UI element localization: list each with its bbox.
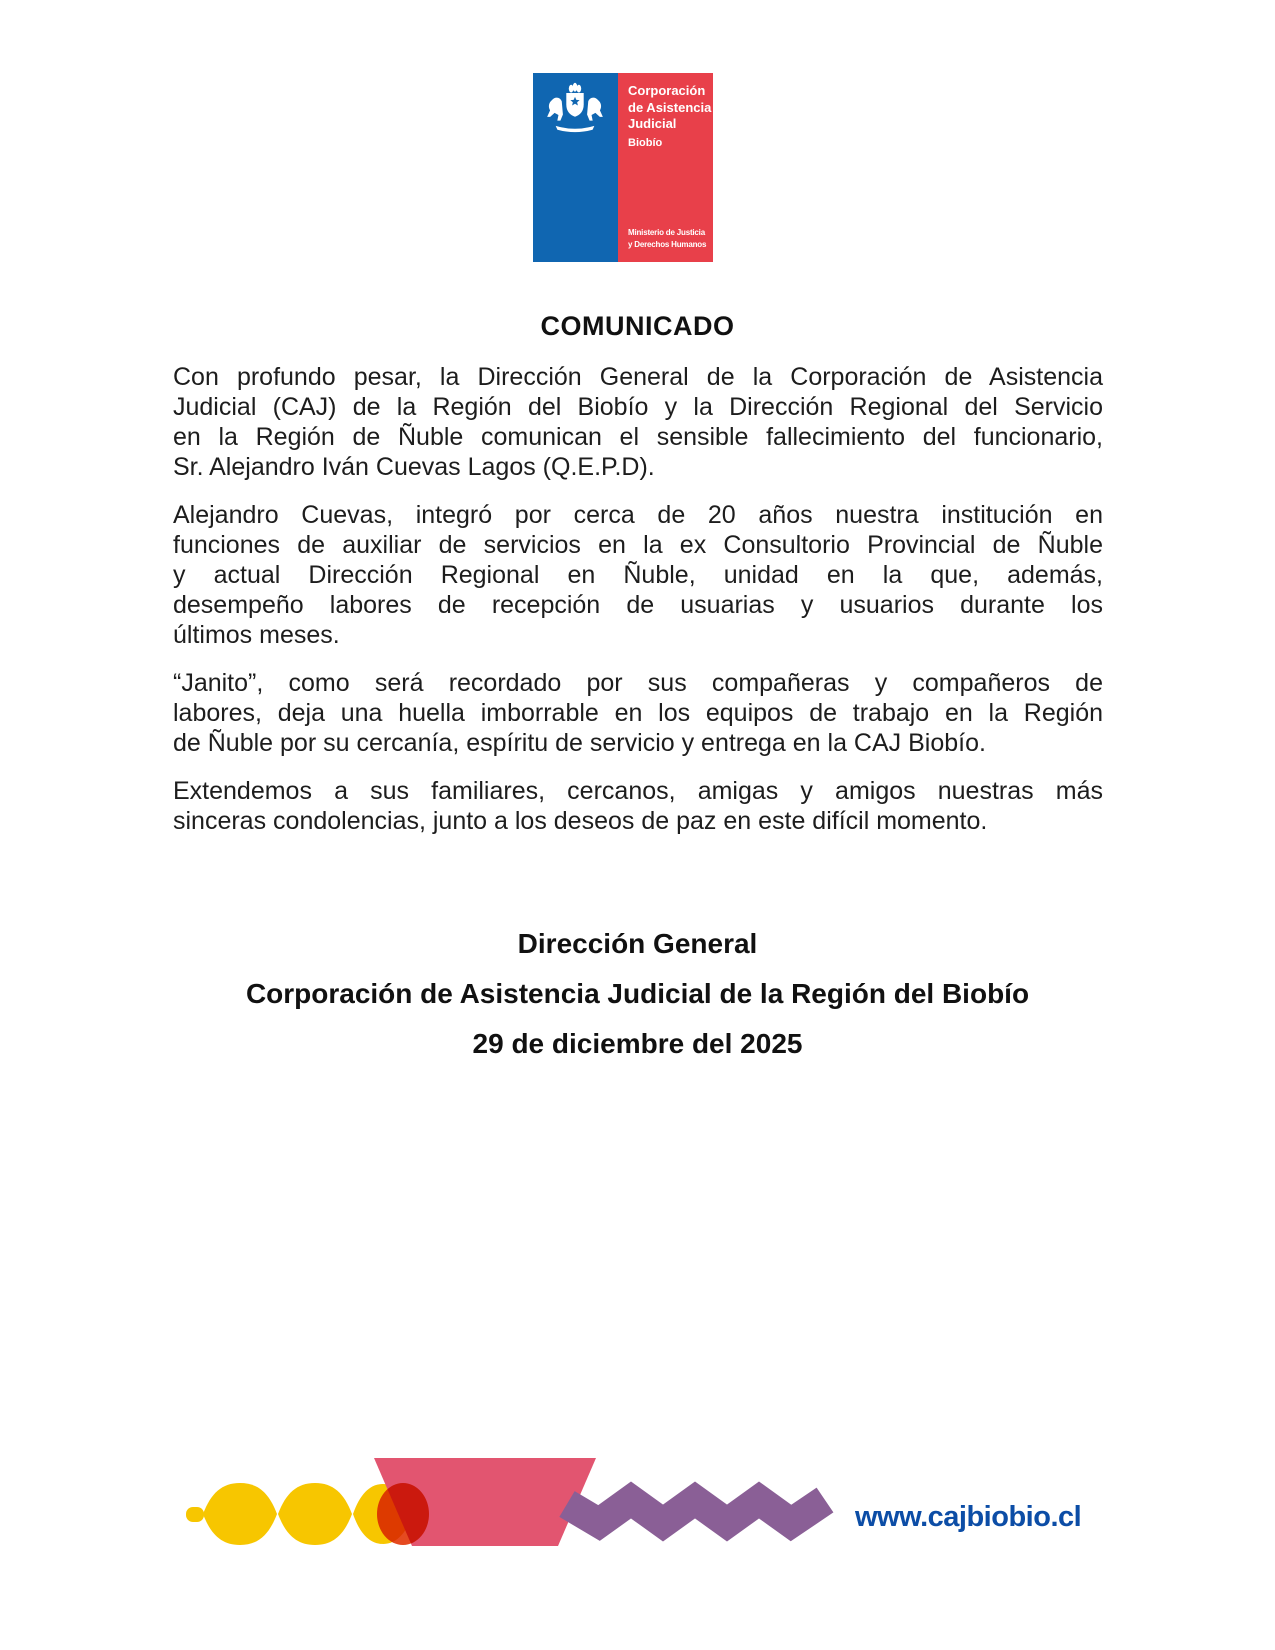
chile-coat-of-arms-icon (546, 81, 604, 135)
body-text (173, 362, 1103, 854)
paragraph (173, 500, 1103, 650)
signature-line: Corporación de Asistencia Judicial de la Región del Biobío (245, 978, 1030, 1009)
paragraph-line: Alejandro Cuevas, integró por cerca de 20 años nuestra institución en (173, 501, 1103, 529)
paragraph-line: de Ñuble por su cercanía, espíritu de servicio y entrega en la CAJ Biobío. (173, 729, 986, 757)
paragraph (173, 362, 1103, 482)
paragraph-line: funciones de auxiliar de servicios en la ex Consultorio Provincial de Ñuble (173, 531, 1103, 559)
signature-line: 29 de diciembre del 2025 (472, 1028, 803, 1059)
paragraph-line: Extendemos a sus familiares, cercanos, amigas y amigos nuestras más (173, 777, 1103, 805)
paragraph-line: y actual Dirección Regional en Ñuble, unidad en la que, además, (173, 561, 1103, 589)
paragraph (173, 668, 1103, 758)
paragraph-line: sinceras condolencias, junto a los deseos de paz en este difícil momento. (173, 807, 988, 835)
logo-ministry-line: Ministerio de Justicia (628, 228, 705, 237)
paragraph (173, 776, 1103, 836)
page-title: COMUNICADO (540, 311, 735, 341)
logo-org-line: de Asistencia (628, 99, 712, 115)
purple-zigzag-icon (567, 1500, 825, 1523)
logo-org-line: Judicial (628, 116, 677, 131)
paragraph-line: Judicial (CAJ) de la Región del Biobío y la Dirección Regional del Servicio (173, 393, 1103, 421)
orange-circle-icon (377, 1483, 429, 1545)
logo-blue-panel (533, 73, 618, 262)
paragraph-line: en la Región de Ñuble comunican el sensible fallecimiento del funcionario, (173, 423, 1103, 451)
paragraph-line: “Janito”, como será recordado por sus compañeras y compañeros de (173, 669, 1103, 697)
paragraph-line: Con profundo pesar, la Dirección General de la Corporación de Asistencia (173, 363, 1103, 391)
caj-logo (533, 73, 713, 262)
logo-ministry-label (628, 227, 706, 250)
signature-line: Dirección General (517, 928, 758, 959)
paragraph-line: últimos meses. (173, 621, 340, 649)
logo-region-label: Biobío (628, 137, 663, 149)
signature-block (0, 928, 1275, 1078)
logo-ministry-line: y Derechos Humanos (628, 239, 707, 249)
paragraph-line: labores, deja una huella imborrable en los equipos de trabajo en la Región (173, 699, 1103, 727)
logo-org-name (628, 83, 711, 133)
logo-org-line: Corporación (628, 83, 706, 98)
logo-red-panel (618, 73, 713, 262)
website-link[interactable]: www.cajbiobio.cl (855, 1501, 1082, 1533)
footer-decoration (0, 1440, 1275, 1570)
paragraph-line: desempeño labores de recepción de usuarias y usuarios durante los (173, 591, 1103, 619)
paragraph-line: Sr. Alejandro Iván Cuevas Lagos (Q.E.P.D). (173, 453, 655, 481)
